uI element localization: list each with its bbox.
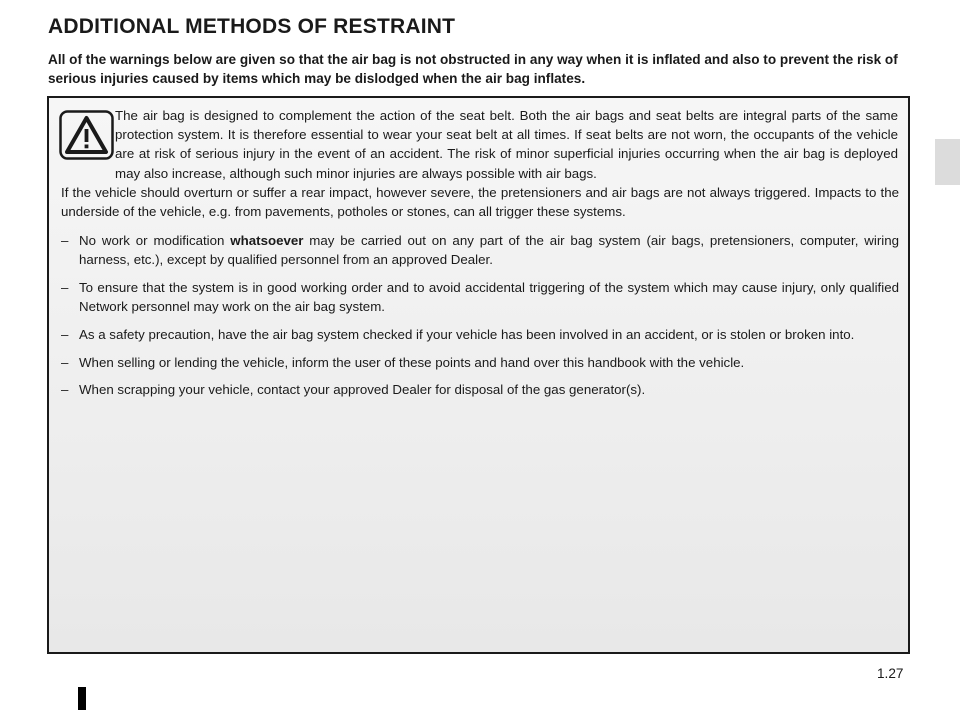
warning-triangle-icon — [59, 110, 114, 160]
bullet-item — [61, 353, 899, 372]
bullet-text: may be carried out on any part of the air bag system (air bags, pretensioners, computer, wiring harness, etc.), except by qualified personnel from an approved Dealer. — [79, 233, 899, 268]
bullet-dash: – — [61, 382, 69, 398]
bullet-text: When scrapping your vehicle, contact your approved Dealer for disposal of the gas generator(s). — [79, 382, 646, 398]
page-title: ADDITIONAL METHODS OF RESTRAINT — [48, 15, 456, 38]
warning-bullet-list — [61, 231, 899, 408]
bullet-item — [61, 278, 899, 316]
bullet-dash: – — [61, 326, 69, 342]
bullet-dash: – — [61, 354, 69, 370]
warning-body-paragraph: If the vehicle should overturn or suffer a rear impact, however severe, the pretensioners and air bags are not always triggered. Impacts to the underside of the vehicle, e.g. from pavements, potholes or stones, can all trigger these systems. — [61, 185, 899, 220]
bullet-item — [61, 231, 899, 269]
bullet-emphasis: whatsoever — [230, 233, 304, 248]
bullet-text: To ensure that the system is in good working order and to avoid accidental triggering of the system which may cause injury, only qualified Network personnel may work on the air bag system. — [79, 279, 899, 315]
bullet-item — [61, 380, 899, 399]
page-number: 1.27 — [877, 666, 904, 681]
intro-paragraph: All of the warnings below are given so that the air bag is not obstructed in any way when it is inflated and also to prevent the risk of serious injuries caused by items which may be dislodged when the air bag inflates. — [48, 52, 898, 86]
bullet-item — [61, 325, 899, 344]
bullet-text: As a safety precaution, have the air bag system checked if your vehicle has been involved in an accident, or is stolen or broken into. — [79, 326, 855, 342]
bullet-text: When selling or lending the vehicle, inform the user of these points and hand over this handbook with the vehicle. — [79, 354, 745, 370]
bullet-dash: – — [61, 279, 69, 295]
section-side-tab — [935, 139, 960, 185]
crop-mark — [78, 687, 86, 710]
bullet-dash: – — [61, 233, 69, 248]
bullet-text: No work or modification — [79, 233, 231, 248]
warning-box — [47, 96, 910, 654]
warning-lead-paragraph: The air bag is designed to complement the action of the seat belt. Both the air bags and seat belts are integral parts of the same protection system. It is therefore essential to wear your seat belt at all times. If seat belts are not worn, the occupants of the vehicle are at risk of serious injury in the event of an accident. The risk of minor superficial injuries occurring when the air bag is deployed may also increase, although such minor injuries are always possible with air bags. — [115, 108, 898, 181]
